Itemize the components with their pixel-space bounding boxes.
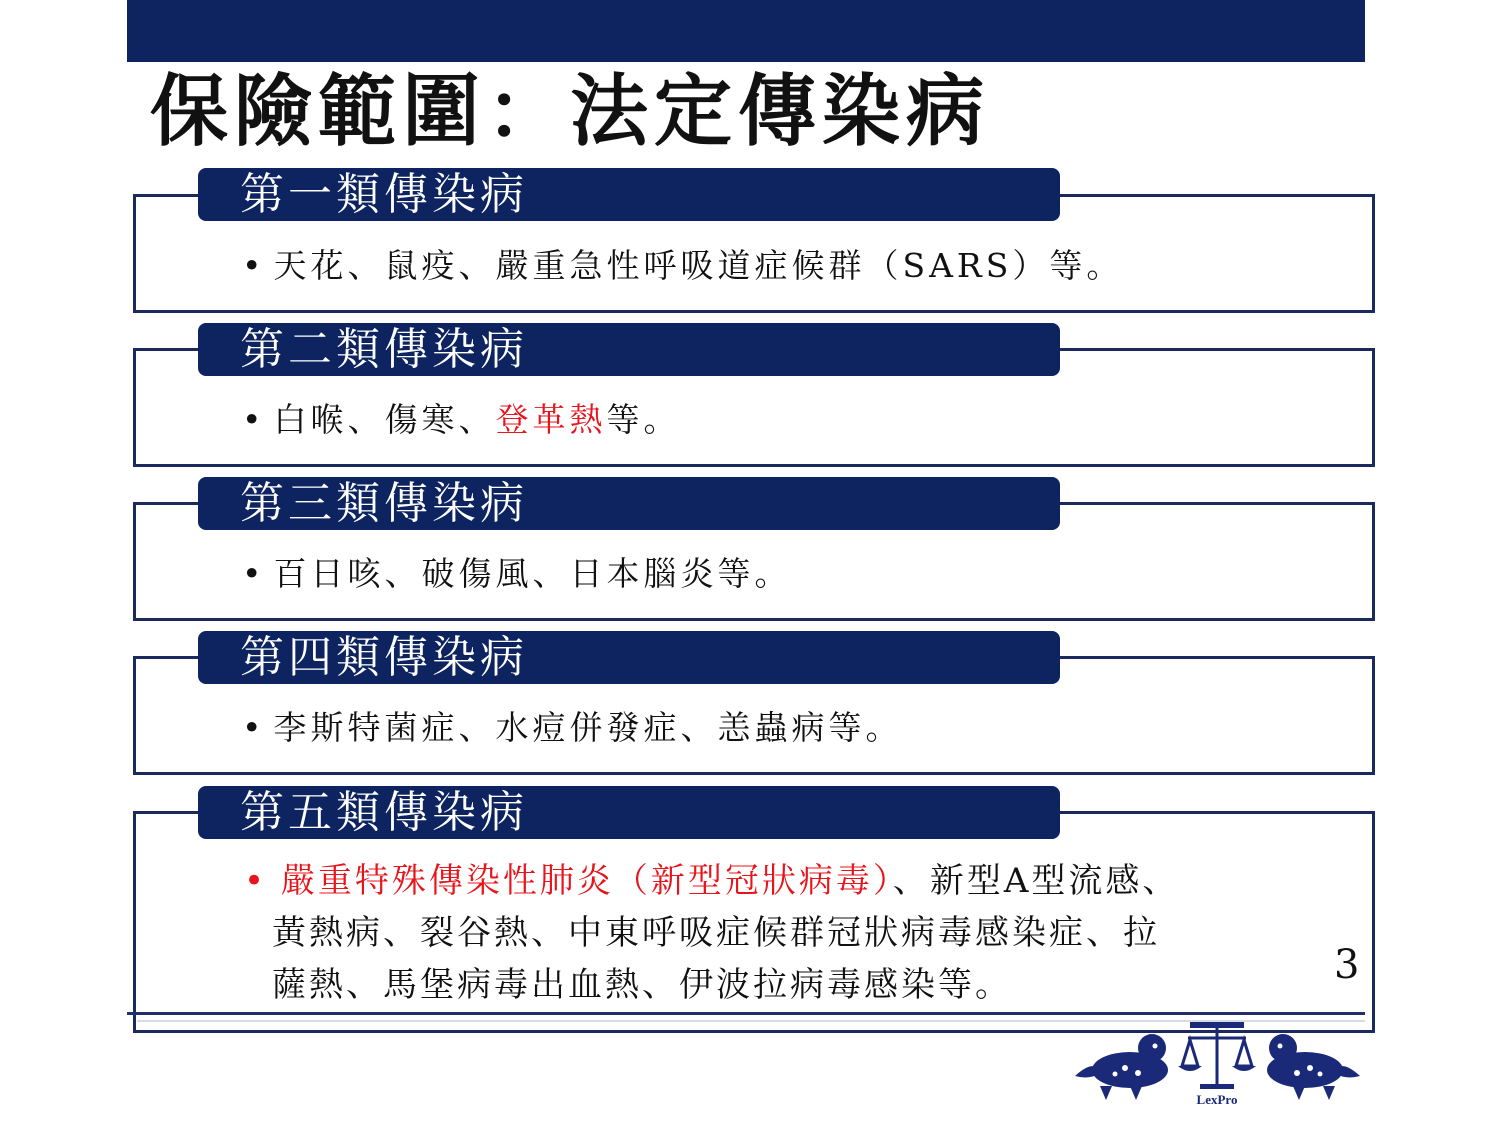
bullet: • xyxy=(244,861,268,901)
bullet: • xyxy=(242,400,266,439)
footer-divider xyxy=(127,1012,1365,1015)
category-5-body xyxy=(244,855,1304,1011)
lexpro-logo-icon xyxy=(1070,1018,1365,1110)
category-3-text: 百日咳、破傷風、日本腦炎等。 xyxy=(273,554,792,593)
category-5-line-1 xyxy=(244,855,1304,907)
category-3-body xyxy=(242,548,791,595)
category-2-highlight: 登革熱 xyxy=(495,400,607,439)
bullet: • xyxy=(242,554,266,593)
category-2-text-after: 等。 xyxy=(606,400,681,439)
bullet: • xyxy=(242,246,266,285)
slide-title: 保險範圍：法定傳染病 xyxy=(150,67,991,157)
category-1-body xyxy=(242,240,1123,287)
bullet: • xyxy=(242,708,266,747)
category-2-header: 第二類傳染病 xyxy=(198,323,1060,376)
category-4-text: 李斯特菌症、水痘併發症、恙蟲病等。 xyxy=(273,708,903,747)
category-5-line-3: 薩熱、馬堡病毒出血熱、伊波拉病毒感染等。 xyxy=(272,965,1012,1005)
logo-text: LexPro xyxy=(1196,1092,1238,1107)
top-banner-bar xyxy=(127,0,1365,62)
category-2-body xyxy=(242,394,680,441)
category-1-text: 天花、鼠疫、嚴重急性呼吸道症候群（SARS）等。 xyxy=(273,246,1124,285)
category-1-header: 第一類傳染病 xyxy=(198,168,1060,221)
category-4-body xyxy=(242,702,902,749)
category-5-line-2: 黃熱病、裂谷熱、中東呼吸症候群冠狀病毒感染症、拉 xyxy=(272,913,1160,953)
category-5-header: 第五類傳染病 xyxy=(198,786,1060,839)
category-5-line-1-after: 、新型A型流感、 xyxy=(892,861,1180,901)
category-2-text-before: 白喉、傷寒、 xyxy=(273,400,496,439)
category-3-header: 第三類傳染病 xyxy=(198,477,1060,530)
category-5-highlight: 嚴重特殊傳染性肺炎（新型冠狀病毒） xyxy=(280,861,893,901)
category-4-header: 第四類傳染病 xyxy=(198,631,1060,684)
page-number: 3 xyxy=(1334,942,1360,988)
